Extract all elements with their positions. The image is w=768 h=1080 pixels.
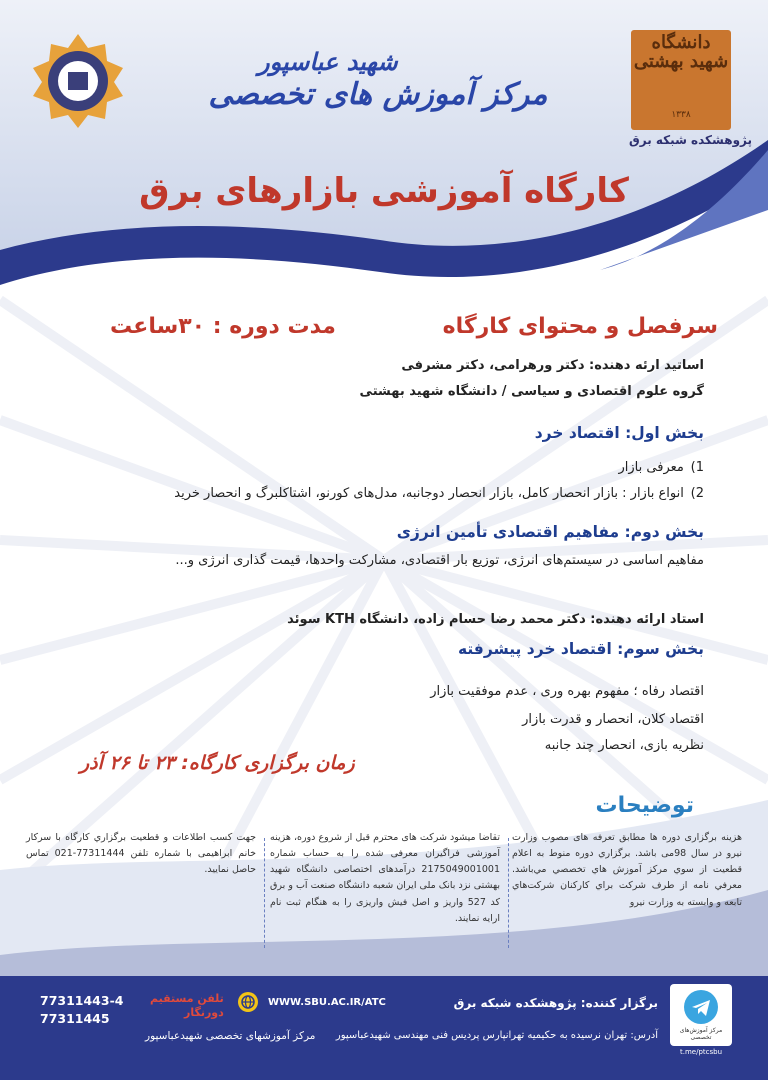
phone-label-direct: تلفن مستقیم [150, 992, 224, 1005]
notes-title: توضیحات [595, 793, 694, 818]
telegram-link[interactable]: t.me/ptcsbu [679, 1048, 723, 1056]
phone-fax: 77311445 [40, 1010, 110, 1026]
telegram-badge[interactable] [670, 984, 732, 1046]
divider [264, 838, 265, 948]
phone-label-fax: دورنگار [183, 1006, 224, 1020]
logo-text: دانشگاه شهید بهشتی [633, 32, 729, 72]
university-logo [623, 30, 745, 132]
list-item: اقتصاد کلان، انحصار و قدرت بازار [522, 712, 704, 727]
section-heading: سرفصل و محتوای کارگاه [442, 314, 718, 339]
website-link[interactable]: WWW.SBU.AC.IR/ATC [268, 997, 386, 1008]
department: گروه علوم اقتصادی و سیاسی / دانشگاه شهید بهشتی [359, 384, 704, 399]
list-item [174, 486, 704, 501]
part2-title: بخش دوم: مفاهیم اقتصادی تأمین انرژی [396, 523, 704, 541]
list-number: 1) [690, 460, 704, 475]
divider [508, 838, 509, 948]
list-number: 2) [690, 486, 704, 501]
notes-column-payment: تقاضا میشود شرکت های محترم قبل از شروع دوره، هزینه آموزشی فراگیران معرفی شده را به حساب شماره 2175049001001 درآمدهای اختصاصی دانشگاه شهید بهشتی نزد بانک ملی ایران شعبه دانشگاه صنعت آب و برق کد 527 واریز و اصل فیش واریزی را به هنگام ثبت نام ارایه نمایند. [270, 832, 500, 924]
list-item: اقتصاد رفاه ؛ مفهوم بهره وری ، عدم موفقیت بازار [430, 684, 704, 699]
list-item-text: انواع بازار : بازار انحصار کامل، بازار انحصار دوجانبه، مدل‌های کورنو، اشتاکلبرگ و انحصار خرید [174, 486, 684, 501]
logo-year: ۱۳۳۸ [671, 110, 691, 120]
phone-labels [150, 992, 224, 1021]
list-item [619, 460, 704, 475]
workshop-date: زمان برگزاری کارگاه: ۲۳ تا ۲۶ آذر [80, 752, 355, 774]
part1-title: بخش اول: اقتصاد خرد [534, 424, 704, 442]
center-title-line2: مرکز آموزش های تخصصی [208, 76, 548, 112]
phone-numbers [40, 992, 123, 1027]
part3-title: بخش سوم: اقتصاد خرد پیشرفته [457, 640, 704, 658]
part2-text: مفاهیم اساسی در سیستم‌های انرژی، توزیع بار اقتصادی، مشارکت واحدها، قیمت گذاری انرژی و... [175, 553, 704, 568]
page-title: کارگاه آموزشی بازارهای برق [139, 171, 629, 211]
institute-name: پژوهشکده شبکه برق [629, 133, 752, 147]
phone-direct: 77311443-4 [40, 993, 124, 1008]
notes-column-contact: جهت کسب اطلاعات و قطعیت برگزاري کارگاه با سرکار خانم ابراهیمی با شماره تلفن 77311444-021 تماس حاصل نمایید. [26, 832, 256, 876]
list-item-text: معرفی بازار [618, 460, 684, 475]
center-title-line1: شهید عباسپور [258, 48, 398, 76]
instructors: اساتید ارئه دهنده: دکتر ورهرامی، دکتر مشرفی [401, 358, 704, 373]
center-title [188, 48, 568, 113]
telegram-label: مرکز آموزش‌های تخصصی [679, 1027, 723, 1041]
instructor2: استاد ارائه دهنده: دکتر محمد رضا حسام زاده، دانشگاه KTH سوئد [287, 612, 704, 627]
telegram-icon [684, 990, 718, 1024]
course-duration: مدت دوره : ۳۰ساعت [110, 314, 336, 339]
center-name: مرکز آموزشهای تخصصی شهیدعباسپور [145, 1030, 316, 1042]
organizer: برگزار کننده: پژوهشکده شبکه برق [453, 996, 658, 1010]
address: آدرس: تهران نرسیده به حکیمیه تهرانپارس پردیس فنی مهندسی شهیدعباسپور [335, 1030, 658, 1041]
training-center-logo [28, 30, 128, 130]
globe-icon [238, 992, 258, 1012]
notes-column-fees: هزینه برگزاری دوره ها مطابق تعرفه های مصوب وزارت نیرو در سال 98می باشد. برگزاري دوره منوط به اعلام قطعیت از سوي مرکز آموزش هاي تخصصي مي‌باشد. معرفي نامه از طرف شرکت براي کارکنان شرکت‌هاي تابعه و وابسته به وزارت نيرو [512, 832, 742, 908]
list-item: نظریه بازی، انحصار چند جانبه [544, 738, 704, 753]
